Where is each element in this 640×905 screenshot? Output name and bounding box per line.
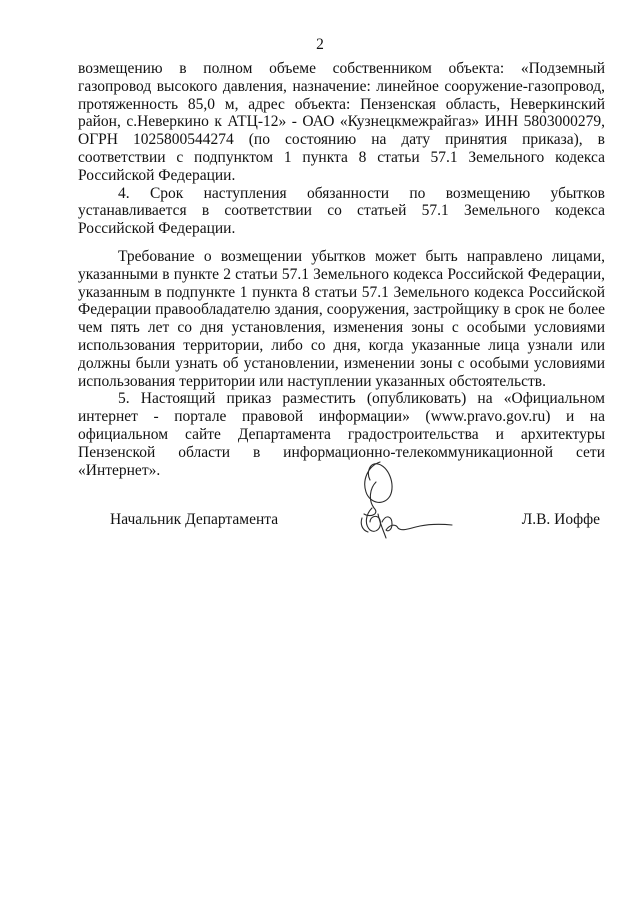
- page-number: 2: [316, 36, 324, 53]
- paragraph-claim-requirement: Требование о возмещении убытков может быть направлено лицами, указанными в пункте 2 статьи 57.1 Земельного кодекса Российской Федерации, указанным в подпункте 1 пункта 8 статьи 57.1 Земельного кодекса Российской Федерации правообладателю здания, сооружения, застройщику в срок не более чем пять лет со дня установления, изменения зоны с особыми условиями использования территории, либо со дня, когда указанные лица узнали или должны были узнать об установлении, изменении зоны с особыми условиями использования территории или наступлении указанных обстоятельств.: [78, 247, 605, 390]
- signer-title: Начальник Департамента: [110, 511, 279, 528]
- signature-row: [0, 510, 640, 534]
- handwritten-signature: [340, 452, 460, 552]
- document-body: [78, 60, 605, 479]
- paragraph-compensation-owner: возмещению в полном объеме собственником объекта: «Подземный газопровод высокого давления, назначение: линейное сооружение-газопровод, протяженность 85,0 м, адрес объекта: Пензенская область, Неверкинский район, с.Неверкино к АТЦ-12» - ОАО «Кузнецкмежрайгаз» ИНН 5803000279, ОГРН 1025800544274 (по состоянию на дату принятия приказа), в соответствии с подпунктом 1 пункта 8 статьи 57.1 Земельного кодекса Российской Федерации.: [78, 60, 605, 184]
- paragraph-item-4: 4. Срок наступления обязанности по возмещению убытков устанавливается в соответствии со статьей 57.1 Земельного кодекса Российской Федерации.: [78, 184, 605, 238]
- paragraph-item-5: 5. Настоящий приказ разместить (опубликовать) на «Официальном интернет - портале правовой информации» (www.pravo.gov.ru) и на официальном сайте Департамента градостроительства и архитектуры Пензенской области в информационно-телекоммуникационной сети «Интернет».: [78, 390, 605, 479]
- signer-name: Л.В. Иоффе: [521, 511, 600, 528]
